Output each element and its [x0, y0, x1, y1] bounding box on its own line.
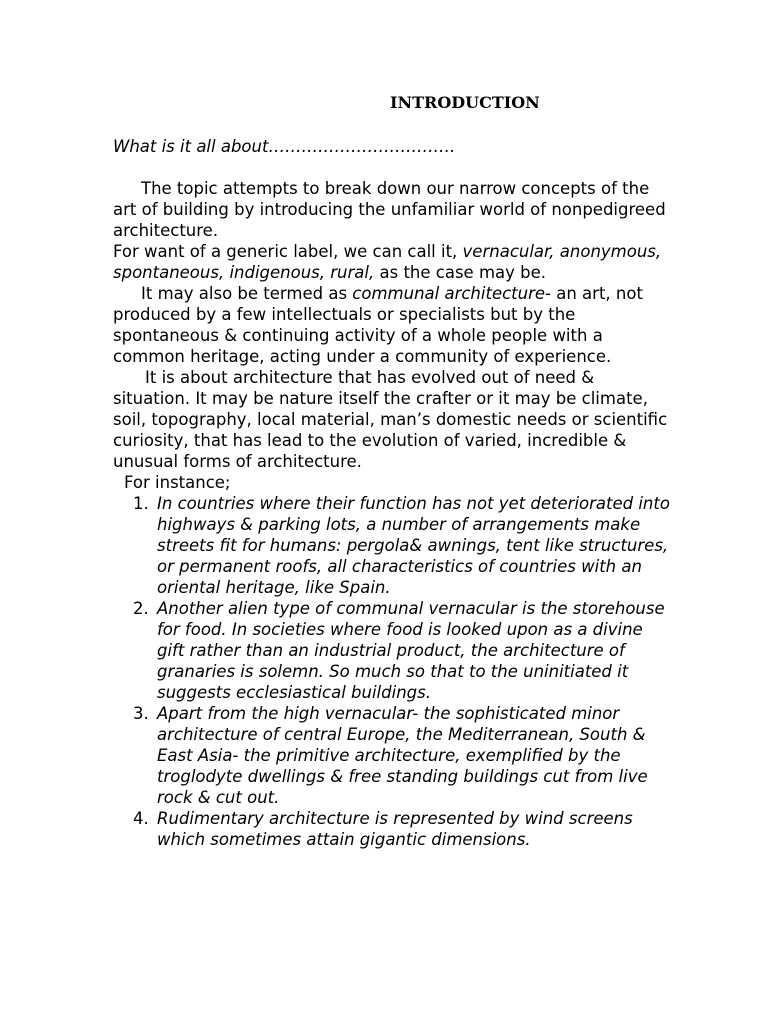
list-item-number: 4. — [133, 809, 149, 828]
for-instance-label: For instance; — [124, 473, 231, 492]
paragraph-generic-label — [113, 241, 673, 283]
list-item-text: Another alien type of communal vernacular is the storehouse for food. In societies where food is looked upon as a divine gift rather than an industrial product, the architecture of granaries is solemn. So much so that to the uninitiated it suggests ecclesiastical buildings. — [157, 599, 665, 702]
paragraph-generic-label-italic: vernacular, anonymous, spontaneous, indigenous, rural, — [113, 242, 662, 282]
paragraph-communal-italic: communal architecture — [352, 284, 546, 303]
list-item-text: Rudimentary architecture is represented by wind screens which sometimes attain gigantic dimensions. — [157, 809, 633, 849]
list-item-text: Apart from the high vernacular- the sophisticated minor architecture of central Europe, the Mediterranean, South & East Asia- the primitive architecture, exemplified by the troglodyte dwellings & free standing buildings cut from live rock & cut out. — [157, 704, 648, 807]
paragraph-communal — [113, 283, 673, 367]
paragraph-generic-label-start: For want of a generic label, we can call it, — [113, 242, 463, 261]
examples-list — [113, 493, 673, 850]
document-body — [113, 178, 673, 850]
paragraph-communal-start: It may also be termed as — [141, 284, 353, 303]
paragraph-evolution: It is about architecture that has evolved out of need & situation. It may be nature itself the crafter or it may be climate, soil, topography, local material, man’s domestic needs or scientific curiosity, that has lead to the evolution of varied, incredible & unusual forms of architecture. — [113, 368, 668, 471]
list-item-text: In countries where their function has not yet deteriorated into highways & parking lots, a number of arrangements make streets fit for humans: pergola& awnings, tent like structures, or permanent roofs, all characteristics of countries with an oriental heritage, like Spain. — [157, 494, 670, 597]
list-item-number: 2. — [133, 599, 149, 618]
page-title: INTRODUCTION — [390, 93, 540, 112]
paragraph-intro: The topic attempts to break down our narrow concepts of the art of building by introducing the unfamiliar world of nonpedigreed architecture. — [113, 179, 666, 240]
paragraph-communal-end: - an art, not produced by a few intellectuals or specialists but by the spontaneous & continuing activity of a whole people with a common heritage, acting under a community of experience. — [113, 284, 643, 366]
list-item — [113, 493, 673, 598]
list-item-number: 3. — [133, 704, 149, 723]
subtitle: What is it all about……………………………. — [113, 137, 456, 156]
list-item — [113, 598, 673, 703]
list-item — [113, 808, 673, 850]
list-item — [113, 703, 673, 808]
list-item-number: 1. — [133, 494, 149, 513]
paragraph-generic-label-end: as the case may be. — [374, 263, 547, 282]
